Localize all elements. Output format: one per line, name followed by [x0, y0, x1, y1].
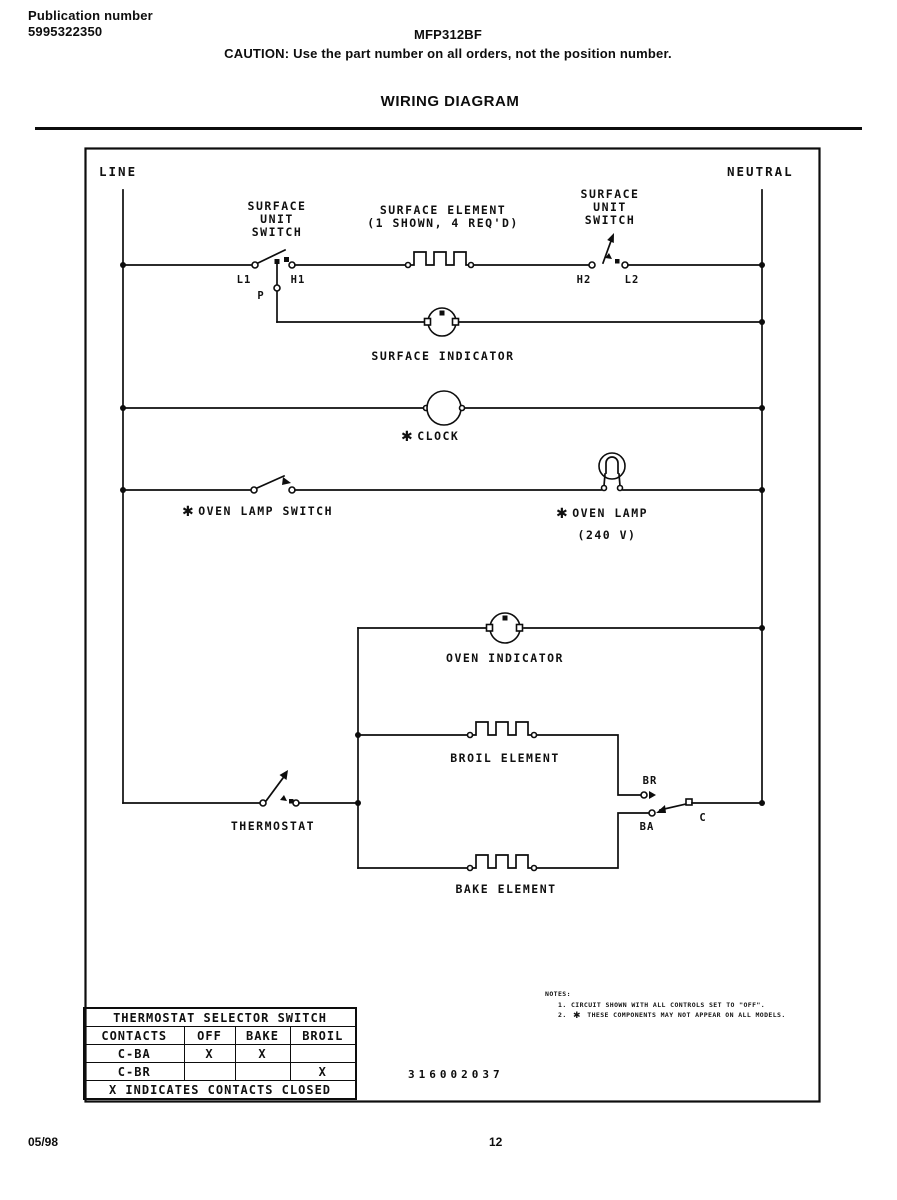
terminal-l2: L2 — [624, 274, 640, 286]
terminal-p: P — [257, 290, 265, 302]
bake-element-resistor — [468, 855, 537, 871]
terminal-c: C — [699, 812, 707, 824]
oven-lamp-row — [120, 453, 765, 493]
asterisk-icon: ✱ — [401, 429, 415, 445]
surface-circuit-row — [120, 233, 765, 268]
oven-lamp-voltage: (240 V) — [577, 528, 637, 542]
terminal-ba: BA — [639, 821, 655, 833]
cell-off — [184, 1063, 235, 1081]
page-title: WIRING DIAGRAM — [380, 93, 520, 110]
oven-lamp-switch-label: ✱ OVEN LAMP SWITCH — [182, 504, 334, 520]
surface-unit-switch-right-blade — [603, 233, 620, 264]
terminal-h2: H2 — [576, 274, 592, 286]
table-row — [84, 1063, 356, 1081]
bake-row — [358, 799, 765, 871]
schematic-part-number: 316002037 — [408, 1068, 504, 1081]
oven-indicator-label: OVEN INDICATOR — [446, 651, 564, 665]
terminal-h1: H1 — [290, 274, 306, 286]
oven-indicator-symbol — [487, 613, 523, 643]
note-2: 2. ✱ THESE COMPONENTS MAY NOT APPEAR ON ALL MODELS. — [558, 1011, 786, 1021]
neutral-label: NEUTRAL — [727, 164, 794, 179]
asterisk-icon: ✱ — [572, 1011, 581, 1021]
cell-bake: X — [235, 1045, 290, 1063]
cell-contact: C-BA — [84, 1045, 184, 1063]
asterisk-icon: ✱ — [556, 506, 570, 522]
thermostat-symbol — [266, 770, 294, 804]
publication-number: 5995322350 — [28, 24, 103, 39]
table-footer-row — [84, 1081, 356, 1100]
diagram-border — [86, 149, 820, 1102]
col-header-broil: BROIL — [290, 1027, 356, 1045]
cell-off: X — [184, 1045, 235, 1063]
line-label: LINE — [99, 164, 138, 179]
broil-element-label: BROIL ELEMENT — [450, 751, 560, 765]
oven-indicator-row — [358, 613, 765, 643]
note-1: 1. CIRCUIT SHOWN WITH ALL CONTROLS SET TO "OFF". — [558, 1001, 766, 1009]
br-terminal-arrow — [649, 791, 656, 799]
clock-label: ✱ CLOCK — [401, 429, 460, 445]
cell-broil: X — [290, 1063, 356, 1081]
bake-element-label: BAKE ELEMENT — [455, 882, 557, 896]
oven-lamp-label: ✱ OVEN LAMP — [556, 506, 649, 522]
surface-indicator-label: SURFACE INDICATOR — [371, 349, 515, 363]
notes-heading: NOTES: — [545, 990, 571, 998]
table-title-row — [84, 1008, 356, 1027]
terminal-l1: L1 — [236, 274, 252, 286]
thermostat-row — [123, 770, 361, 806]
caution-text: CAUTION: Use the part number on all orders, not the position number. — [224, 46, 672, 61]
surface-indicator-branch — [274, 262, 765, 336]
publication-label: Publication number — [28, 8, 153, 23]
oven-lamp-symbol — [599, 453, 625, 491]
table-title: THERMOSTAT SELECTOR SWITCH — [84, 1008, 356, 1027]
surface-element-label: SURFACE ELEMENT (1 SHOWN, 4 REQ'D) — [367, 203, 519, 230]
footer-page-number: 12 — [489, 1135, 503, 1149]
col-header-off: OFF — [184, 1027, 235, 1045]
clock-symbol — [424, 391, 465, 425]
footer-date: 05/98 — [28, 1135, 59, 1149]
oven-lamp-switch-blade — [257, 476, 284, 488]
surface-indicator-symbol — [425, 308, 459, 336]
col-header-contacts: CONTACTS — [84, 1027, 184, 1045]
cell-bake — [235, 1063, 290, 1081]
surface-unit-switch-left-label: SURFACE UNIT SWITCH — [247, 199, 307, 239]
surface-element-resistor — [406, 252, 474, 268]
table-row — [84, 1045, 356, 1063]
cell-contact: C-BR — [84, 1063, 184, 1081]
clock-row — [120, 391, 765, 425]
col-header-bake: BAKE — [235, 1027, 290, 1045]
broil-element-resistor — [468, 722, 537, 738]
selector-switch-symbol — [656, 799, 692, 813]
surface-unit-switch-left-blade — [258, 250, 285, 263]
thermostat-label: THERMOSTAT — [230, 819, 316, 833]
table-header-row — [84, 1027, 356, 1045]
table-footer: X INDICATES CONTACTS CLOSED — [84, 1081, 356, 1100]
model-number: MFP312BF — [413, 27, 483, 42]
thermostat-selector-table — [83, 1007, 357, 1100]
surface-unit-switch-right-label: SURFACE UNIT SWITCH — [580, 187, 640, 227]
asterisk-icon: ✱ — [182, 504, 196, 520]
cell-broil — [290, 1045, 356, 1063]
terminal-br: BR — [642, 775, 658, 787]
